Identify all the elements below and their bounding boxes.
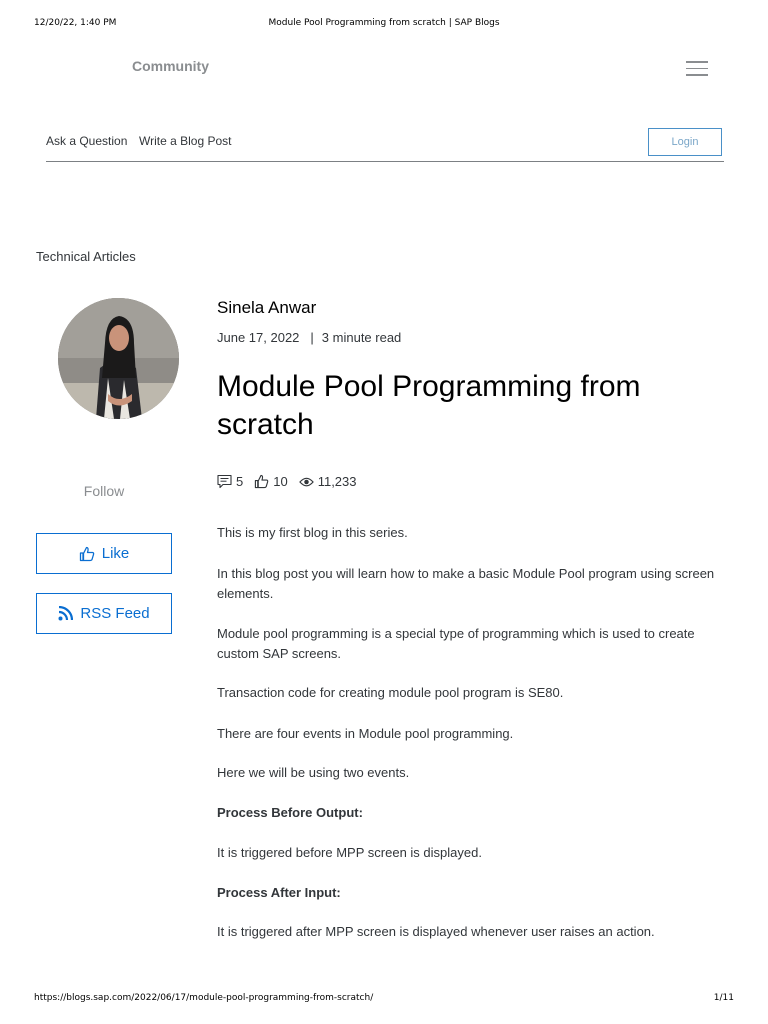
page-title: Module Pool Programming from scratch [217,370,641,441]
rss-feed-button[interactable] [36,593,172,634]
comment-count[interactable] [217,474,243,489]
comment-icon [217,474,232,489]
paragraph: It is triggered before MPP screen is displayed. [217,845,482,860]
login-button[interactable]: Login [648,128,722,156]
ask-question-link[interactable]: Ask a Question [46,134,128,148]
rss-label: RSS Feed [80,605,150,622]
post-meta [217,330,401,345]
eye-icon [299,476,314,488]
like-button[interactable] [36,533,172,574]
meta-separator: | [310,330,314,345]
nav-divider [46,161,724,162]
view-count-value: 11,233 [317,474,357,489]
paragraph: Here we will be using two events. [217,765,410,780]
like-count-value: 10 [273,474,288,489]
write-blog-post-link[interactable]: Write a Blog Post [139,134,232,148]
paragraph: This is my first blog in this series. [217,525,408,540]
avatar-photo [58,298,179,419]
community-link[interactable]: Community [132,58,209,74]
author-name[interactable]: Sinela Anwar [217,298,317,317]
paragraph: There are four events in Module pool programming. [217,726,514,741]
print-datetime: 12/20/22, 1:40 PM [34,18,117,28]
print-url: https://blogs.sap.com/2022/06/17/module-pool-programming-from-scratch/ [34,993,374,1003]
menu-icon[interactable] [686,61,708,76]
comment-count-value: 5 [236,474,244,489]
paragraph: Module pool programming is a special type of programming which is used to create custom SAP screens. [217,626,695,661]
paragraph: Transaction code for creating module pool program is SE80. [217,685,564,700]
post-date: June 17, 2022 [217,330,300,345]
section-heading: Process Before Output: [217,805,363,820]
like-label: Like [101,545,130,562]
like-count[interactable] [254,474,287,489]
paragraph: It is triggered after MPP screen is displayed whenever user raises an action. [217,924,655,939]
author-avatar[interactable] [58,298,179,419]
section-heading: Process After Input: [217,885,341,900]
view-count [299,474,357,489]
print-page-title: Module Pool Programming from scratch | SAP Blogs [268,18,500,28]
thumbs-up-icon [79,546,95,562]
category-label[interactable]: Technical Articles [36,249,136,264]
follow-button[interactable]: Follow [83,483,125,499]
paragraph: In this blog post you will learn how to make a basic Module Pool program using screen elements. [217,566,715,601]
print-page-number: 1/11 [713,993,734,1003]
post-stats [217,474,368,489]
read-time: 3 minute read [321,330,402,345]
rss-icon [58,606,73,621]
thumbs-up-icon [254,474,269,489]
